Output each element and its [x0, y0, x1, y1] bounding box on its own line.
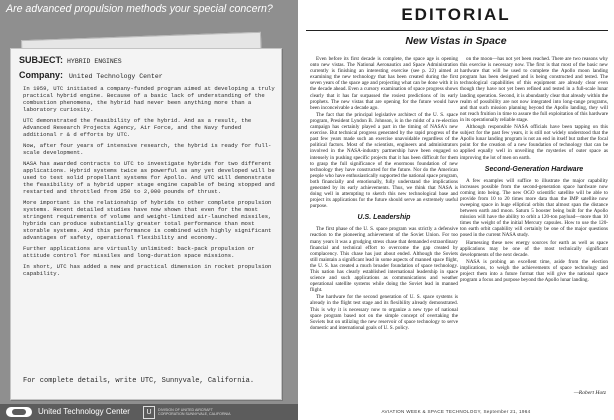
paragraph: The fact that the principal legislative architect of the U. S. space program, President Lyndon B. Johnson, is in the midst of a re-election campaign has certainly played a part in the timing of NASA's new exercise. But technical progress generated by the rapid progress of the past few years made such an exercise unavoidable regardless of the political factors. Most of the scientists, engineers and administrators involved in the NASA-industry partnership have been engaged so intensely in pushing specific projects that it has been difficult for them to grasp the full significance of the enormous foundation of new technology they have constructed for the future. Nor do the American people who have enthusiastically supported the national space program, both financially and emotionally, fully understand the implications generated by its early achievements. Thus, we think that NASA is doing well in attempting to sketch this new technological base and project its applications for the future should serve an extremely useful purpose. — [310, 111, 458, 210]
header-rule — [306, 30, 608, 31]
ad-headline: Are advanced propulsion methods your special concern? — [6, 3, 273, 15]
memo-sheet — [10, 48, 282, 400]
memo-paragraph: In short, UTC has added a new and practical dimension in rocket propulsion capability. — [23, 263, 272, 277]
page-footer: AVIATION WEEK & SPACE TECHNOLOGY, September 21, 1964 — [381, 409, 531, 414]
utc-logo-icon — [6, 407, 32, 417]
ad-brand: United Technology Center — [38, 407, 130, 416]
memo-paragraph: UTC demonstrated the feasibility of the hybrid. And as a result, the Advanced Research Projects Agency, Air Force, and the Navy funded additional r & d efforts by UTC. — [23, 117, 252, 138]
paragraph: Even before its first decade is complete, the space age is opening onto new vistas. The National Aeronautics and Space Administration currently is finishing an interesting exercise (see p. 22) aimed at examining the new technology that has been created during the first seven years of the space age and projecting what can be done with it in the decade ahead. Even a cursory examination of space progress shows clearly that it has far surpassed the rosiest predictions of its early prophets. The new vistas that are opening for the future would have been inconceivable a decade ago. — [310, 56, 458, 111]
memo-company — [19, 70, 163, 80]
paragraph: Although responsible NASA officials have been tapping on this subject for the past few years, it is still not widely understood that the Apollo lunar landing program is not an end in itself but rather the focal point for the creation of a new foundation of technology that can be applied equally well in unveiling the mysteries of outer space as improving the lot of men on earth. — [460, 124, 608, 161]
memo-paragraph: Further applications are virtually unlimited: back-pack propulsion or attitude control for missiles and long-duration space missions. — [23, 245, 255, 259]
memo-subject-value: HYBRID ENGINES — [67, 58, 122, 65]
ad-division-text: DIVISION OF UNITED AIRCRAFT CORPORATION SUNNYVALE, CALIFORNIA — [158, 408, 231, 416]
paragraph: Harnessing these new energy sources for earth as well as space applications may be one of the most technically significant developments of the next decade. — [460, 239, 608, 258]
column-left — [310, 56, 458, 332]
paragraph: on the moon—has not yet been reached. There are two reasons why this exercise is necessary now. The first is that most of the basic new hardware that will be used to complete the Apollo moon landing program has been designed and is being constructed and tested. The technological capabilities of this equipment are already clear even though they have not yet been refined and tested in a full-scale lunar landing operation. Second, it is abundantly clear that already within the realm of possibility are not now integrated into long-range programs, and that such mission planning beyond the Apollo landing, they will not reach fruition in time to assure the full exploitation of this hardware in its operationally reliable stage. — [460, 56, 608, 123]
subhead-us-leadership: U.S. Leadership — [357, 214, 411, 222]
subhead-second-generation-hardware: Second-Generation Hardware — [484, 165, 584, 173]
advertisement — [0, 0, 298, 420]
memo-body — [23, 85, 275, 281]
author-signature: —Robert Hotz — [573, 390, 606, 396]
paragraph: The hardware for the second generation of U. S. space systems is already in the flight test stage and its flexibility already demonstrated. This is why it is necessary now to organize a new type of national space program based not on the simple concept of overtaking the Soviets but on utilizing the new reservoir of space technology to serve domestic and international goals of U. S. policy. — [310, 294, 458, 331]
paragraph: A few examples will suffice to illustrate the major capability increases possible from the second-generation space hardware now coming into being. The new OGO scientific satellite will be able to provide from 10 to 20 times more data than the IMP satellite now sweeping space in huge elliptical orbits that almost span the distance between earth and moon. Saturn 5 booster being built for the Apollo mission will have the ability to orbit a 120-ton payload—more than 10 times the weight of the initial Mercury capsules. How to use the 120-ton earth orbit capability will certainly be one of the major questions posed in the current NASA study. — [460, 177, 608, 239]
article-title: New Vistas in Space — [405, 35, 507, 47]
memo-paragraph: In 1959, UTC initiated a company-funded program aimed at developing a truly practical hybrid engine. Because of a basic lack of understanding of the combustion phenomena, the hybrid had never been anything more than a laboratory curiosity. — [23, 85, 275, 113]
editorial-page — [298, 0, 614, 420]
ad-u-mark: U — [143, 406, 155, 419]
memo-paragraph: NASA has awarded contracts to UTC to investigate hybrids for two different applications. Hybrid systems twice as powerful as any yet developed will be used to test solid propellant systems for Apollo. And UTC will demonstrate the feasibility of a hybrid upper stage engine capable of being stopped and restarted and throttled from 250 to 2,000 pounds of thrust. — [23, 160, 275, 195]
memo-subject — [19, 55, 122, 65]
memo-contact: For complete details, write UTC, Sunnyvale, California. — [23, 377, 255, 385]
column-right — [460, 56, 608, 284]
memo-company-label: Company: — [19, 70, 64, 80]
memo-company-value: United Technology Center — [69, 73, 163, 80]
page-label: EDITORIAL — [401, 5, 511, 24]
paragraph: NASA is probing an excellent time, aside from the election implications, to weigh the achievements of space technology and project them into a future format that will give the national space program a focus and purpose beyond the Apollo lunar landing. — [460, 258, 608, 284]
memo-paragraph: Now, after four years of intensive research, the hybrid is ready for full-scale development. — [23, 142, 272, 156]
paragraph: The first phase of the U. S. space program was strictly a defensive reaction to the pioneering achievement of the Soviet Union. For too many years it was a grudging stress chase that demanded extraordinary financial and technical effort to overcome the gap created by complacency. This chase has just about ended. Although the Soviets still maintain a significant lead in some aspects of manned space flight, the U. S. has created a much broader foundation of space technology. This nation has clearly established international leadership in space science and such applications as communications and weather operational satellite systems while doing the Soviet lead in manned flight. — [310, 226, 458, 294]
memo-paragraph: More important is the relationship of hybrids to other complete propulsion systems. Recent detailed studies have now shown that even for the most stringent requirements of volume and weight-limited air-launched missiles, hybrids can produce substantially greater total performance than most storable systems. And this performance is combined with highly significant advantages of safety, operational flexibility and economy. — [23, 199, 272, 241]
ad-footer — [0, 404, 298, 420]
memo-subject-label: SUBJECT: — [19, 55, 64, 65]
